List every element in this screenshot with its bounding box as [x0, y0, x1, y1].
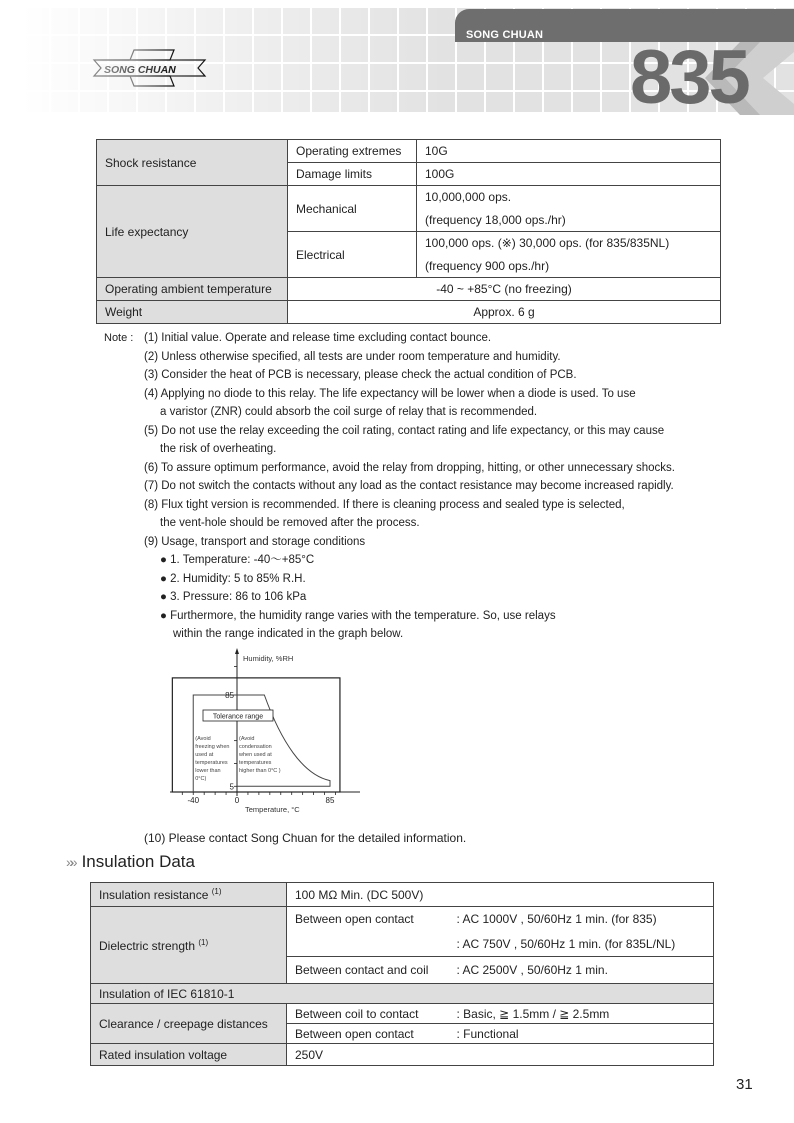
note-line: (7) Do not switch the contacts without any load as the contact resistance may become increased rapidly. — [144, 480, 674, 492]
bullet-item: ● 2. Humidity: 5 to 85% R.H. — [160, 572, 306, 585]
y-tick-label: 5 — [229, 782, 234, 792]
cell: : AC 1000V , 50/60Hz 1 min. (for 835) — [449, 907, 714, 932]
note-line: the vent-hole should be removed after the process. — [160, 517, 420, 529]
note-head: Note : — [104, 332, 134, 344]
insulation-table — [90, 882, 714, 1066]
cell — [287, 932, 449, 957]
page-number: 31 — [736, 1076, 753, 1093]
row-label: Clearance / creepage distances — [91, 1004, 287, 1044]
cell: Between open contact — [287, 907, 449, 932]
table-row — [91, 883, 714, 907]
bullet-item: ● 3. Pressure: 86 to 106 kPa — [160, 591, 307, 603]
cell: Damage limits — [288, 163, 417, 186]
annotation-line: higher than 0°C ) — [239, 768, 281, 774]
cell: -40 ~ +85°C (no freezing) — [288, 278, 721, 301]
chart-svg — [170, 645, 360, 820]
annotation-line: (Avoid — [195, 736, 211, 742]
cell: Between contact and coil — [287, 957, 449, 984]
cell: 10G — [417, 140, 721, 163]
x-tick-label: -40 — [187, 796, 200, 805]
cell: Between coil to contact — [287, 1004, 449, 1024]
table-row — [91, 1004, 714, 1024]
row-label: Weight — [97, 301, 288, 324]
annotation-line: temperatures — [239, 760, 272, 766]
cell: 10,000,000 ops. — [417, 186, 721, 209]
song-chuan-logo — [92, 48, 207, 90]
section-heading — [66, 852, 195, 872]
note-line: (9) Usage, transport and storage conditions — [144, 535, 366, 548]
bullet-item: ● 1. Temperature: -40～+85°C — [160, 554, 315, 566]
note-line: the risk of overheating. — [160, 443, 277, 455]
annotation-line: freezing when — [195, 744, 230, 750]
triple-chevron-icon: »» — [66, 854, 74, 870]
annotation-line: 0°C) — [195, 776, 207, 782]
spec-table — [96, 139, 721, 324]
cell: 100,000 ops. (※) 30,000 ops. (for 835/835NL) — [417, 232, 721, 255]
cell: Mechanical — [288, 186, 417, 232]
notes — [104, 329, 675, 644]
x-tick-label: 85 — [325, 796, 335, 805]
note-10: (10) Please contact Song Chuan for the detailed information. — [144, 831, 467, 845]
cell: : AC 2500V , 50/60Hz 1 min. — [449, 957, 714, 984]
cell: Approx. 6 g — [288, 301, 721, 324]
note-line: a varistor (ZNR) could absorb the coil surge of relay that is recommended. — [160, 406, 538, 418]
row-label: Shock resistance — [97, 140, 288, 186]
row-label: Insulation of IEC 61810-1 — [91, 984, 714, 1004]
page-header — [0, 0, 794, 115]
logo-text: SONG CHUAN — [104, 64, 176, 76]
bullet-item: ● Furthermore, the humidity range varies with the temperature. So, use relays — [160, 609, 556, 622]
cell: : AC 750V , 50/60Hz 1 min. (for 835L/NL) — [449, 932, 714, 957]
annotation-line: condensation — [239, 744, 272, 750]
table-row — [97, 278, 721, 301]
annotation-line: used at — [195, 752, 214, 758]
cell: (frequency 18,000 ops./hr) — [417, 209, 721, 232]
x-tick-label: 0 — [234, 796, 240, 805]
annotation-line: temperatures — [195, 760, 228, 766]
model-number: 835 — [630, 35, 748, 115]
cell: 100 MΩ Min. (DC 500V) — [287, 883, 714, 907]
annotation-line: lower than — [195, 768, 221, 774]
section-title: Insulation Data — [81, 852, 195, 871]
cell: Operating extremes — [288, 140, 417, 163]
y-axis-label: Humidity, %RH — [243, 654, 294, 663]
note-line: Note : (1) Initial value. Operate and release time excluding contact bounce. — [104, 329, 675, 348]
note-line: (8) Flux tight version is recommended. If there is cleaning process and sealed type is selected, — [144, 498, 625, 511]
brand-name: SONG CHUAN — [466, 29, 544, 41]
note-line: (4) Applying no diode to this relay. The life expectancy will be lower when a diode is used. To use — [144, 387, 636, 400]
cell: Electrical — [288, 232, 417, 278]
note-line: (3) Consider the heat of PCB is necessary, please check the actual condition of PCB. — [144, 369, 577, 381]
cell: 100G — [417, 163, 721, 186]
table-row — [97, 186, 721, 209]
row-label: Insulation resistance $^{(1)}$ — [91, 883, 287, 907]
table-row — [91, 1044, 714, 1066]
annotation-line: (Avoid — [239, 736, 255, 742]
table-row — [91, 907, 714, 932]
table-row — [91, 984, 714, 1004]
row-label: Dielectric strength $^{(1)}$ — [91, 907, 287, 984]
cell: (frequency 900 ops./hr) — [417, 255, 721, 278]
tolerance-range-label: Tolerance range — [212, 713, 264, 721]
cell: : Functional — [449, 1024, 714, 1044]
table-row — [97, 140, 721, 163]
y-axis-arrow-icon — [235, 648, 239, 654]
table-row — [97, 301, 721, 324]
cell: 250V — [287, 1044, 714, 1066]
cell: Between open contact — [287, 1024, 449, 1044]
note-line: (5) Do not use the relay exceeding the coil rating, contact rating and life expectancy, or this may cause — [144, 424, 665, 437]
annotation-line: when used at — [239, 752, 272, 758]
row-label: Life expectancy — [97, 186, 288, 278]
cell: : Basic, ≧ 1.5mm / ≧ 2.5mm — [449, 1004, 714, 1024]
note-line: (2) Unless otherwise specified, all tests are under room temperature and humidity. — [144, 350, 561, 363]
y-tick-label: 85 — [225, 691, 234, 700]
humidity-temperature-chart — [170, 645, 360, 820]
row-label: Rated insulation voltage — [91, 1044, 287, 1066]
note-line: (6) To assure optimum performance, avoid the relay from dropping, hitting, or other unnecessary shocks. — [144, 461, 675, 474]
x-axis-label: Temperature, °C — [245, 805, 300, 814]
note-line: within the range indicated in the graph below. — [173, 628, 404, 640]
row-label: Operating ambient temperature — [97, 278, 288, 301]
